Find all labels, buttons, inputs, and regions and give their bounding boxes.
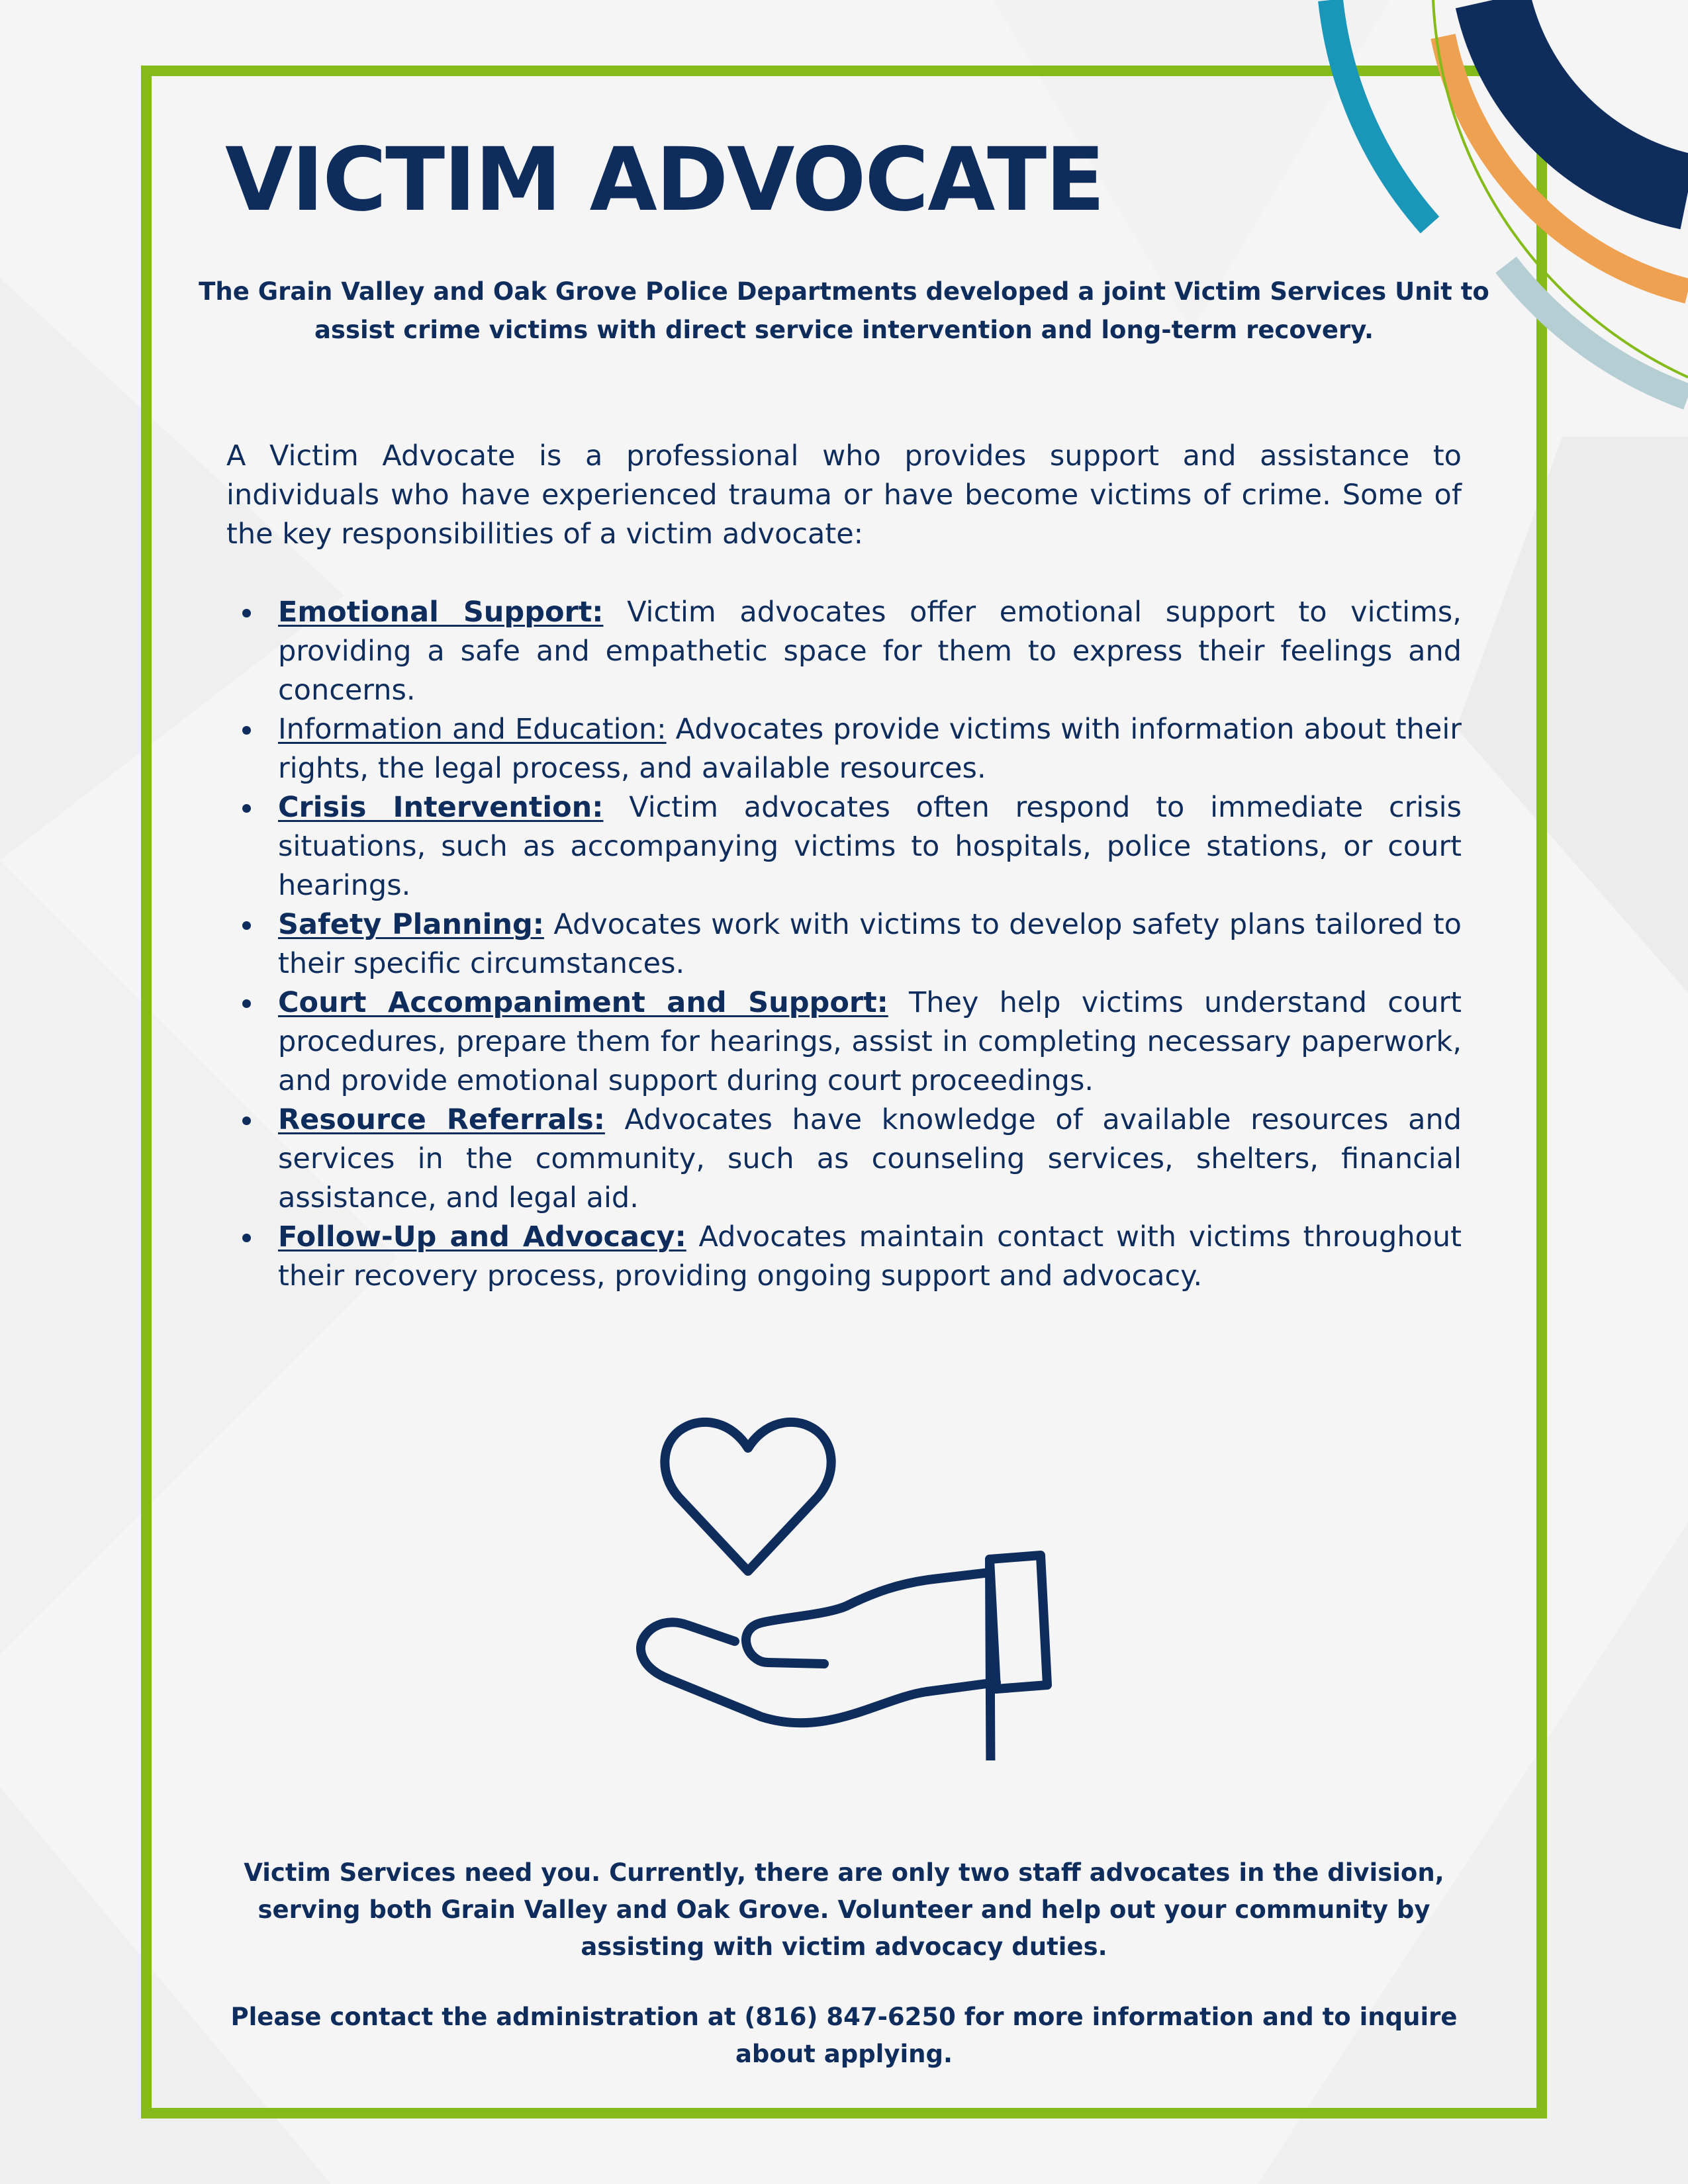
bullet-icon — [242, 921, 251, 930]
responsibility-term: Resource Referrals: — [278, 1103, 605, 1136]
corner-arcs-decoration — [0, 0, 1688, 463]
bullet-icon — [242, 1234, 251, 1242]
list-item — [278, 788, 1462, 905]
responsibility-text: Victim advocates offer emotional support to victims, providing a safe and empathetic space for them to express their feelings and concerns. — [278, 596, 1462, 707]
responsibility-term: Information and Education: — [278, 713, 667, 746]
list-item — [278, 1218, 1462, 1296]
responsibility-term: Safety Planning: — [278, 908, 544, 941]
bullet-icon — [242, 804, 251, 813]
responsibility-text: Advocates maintain contact with victims throughout their recovery process, providing ongoing support and advocacy. — [278, 1220, 1462, 1293]
list-item — [278, 983, 1462, 1101]
list-item — [278, 593, 1462, 710]
contact-paragraph: Please contact the administration at (816) 847-6250 for more information and to inquire about applying. — [230, 2003, 1458, 2068]
list-item — [278, 710, 1462, 788]
responsibility-text: They help victims understand court procedures, prepare them for hearings, assist in completing necessary paperwork, and provide emotional support during court proceedings. — [278, 986, 1462, 1097]
responsibility-text: Advocates provide victims with information about their rights, the legal process, and available resources. — [278, 713, 1462, 785]
lead-paragraph: A Victim Advocate is a professional who provides support and assistance to individuals who have experienced trauma or have become victims of crime. Some of the key responsibilities of a victim advocate: — [226, 439, 1462, 551]
responsibility-term: Crisis Intervention: — [278, 791, 604, 824]
responsibility-text: Advocates work with victims to develop safety plans tailored to their specific circumstances. — [278, 908, 1462, 980]
responsibility-term: Court Accompaniment and Support: — [278, 986, 888, 1019]
responsibility-text: Advocates have knowledge of available resources and services in the community, such as counseling services, shelters, financial assistance, and legal aid. — [278, 1103, 1462, 1214]
volunteer-appeal-paragraph: Victim Services need you. Currently, there are only two staff advocates in the division, serving both Grain Valley and Oak Grove. Volunteer and help out your community by assisting with victim advocacy duties. — [244, 1858, 1444, 1961]
list-item — [278, 905, 1462, 983]
bullet-icon — [242, 609, 251, 617]
responsibilities-list — [226, 593, 1462, 1296]
responsibility-term: Follow-Up and Advocacy: — [278, 1220, 686, 1253]
page-title: VICTIM ADVOCATE — [225, 129, 1104, 231]
intro-paragraph: The Grain Valley and Oak Grove Police Departments developed a joint Victim Services Unit to assist crime victims with direct service intervention and long-term recovery. — [199, 277, 1489, 344]
heart-in-hand-icon — [629, 1390, 1059, 1760]
list-item — [278, 1101, 1462, 1218]
responsibility-text: Victim advocates often respond to immediate crisis situations, such as accompanying victims to hospitals, police stations, or court hearings. — [278, 791, 1462, 902]
bullet-icon — [242, 726, 251, 735]
bullet-icon — [242, 1116, 251, 1125]
bullet-icon — [242, 999, 251, 1008]
responsibility-term: Emotional Support: — [278, 596, 604, 629]
